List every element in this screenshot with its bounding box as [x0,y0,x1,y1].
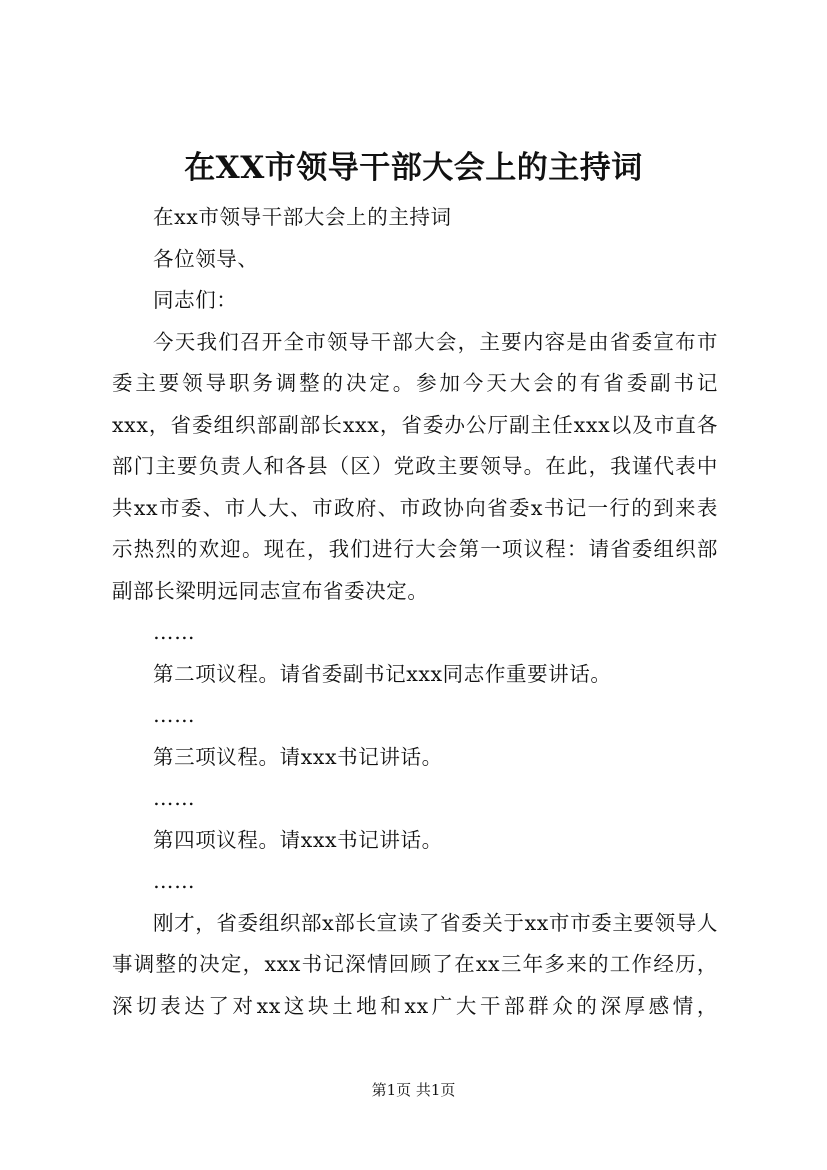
document-body [112,197,718,1027]
paragraph-closing: 刚才，省委组织部x部长宣读了省委关于xx市市委主要领导人事调整的决定，xxx书记深情回顾了在xx三年多来的工作经历，深切表达了对xx这块土地和xx广大干部群众的深厚感情， [112,910,718,1018]
paragraph-salutation-leaders: 各位领导、 [153,246,259,271]
paragraph-subtitle: 在xx市领导干部大会上的主持词 [153,205,452,229]
page-footer: 第1页 共1页 [371,1081,456,1099]
paragraph-agenda-2: 第二项议程。请省委副书记xxx同志作重要讲话。 [153,661,612,686]
paragraph-opening: 今天我们召开全市领导干部大会，主要内容是由省委宣布市委主要领导职务调整的决定。参加今天大会的有省委副书记xxx，省委组织部副部长xxx，省委办公厅副主任xxx以及市直各部门主要负责人和各县（区）党政主要领导。在此，我谨代表中共xx市委、市人大、市政府、市政协向省委x书记一行的到来表示热烈的欢迎。现在，我们进行大会第一项议程：请省委组织部副部长梁明远同志宣布省委决定。 [112,329,718,603]
paragraph-ellipsis-4: …… [153,869,196,893]
paragraph-ellipsis-2: …… [153,703,196,727]
paragraph-agenda-4: 第四项议程。请xxx书记讲话。 [153,827,443,852]
paragraph-ellipsis-1: …… [153,620,196,644]
paragraph-salutation-comrades: 同志们： [153,288,238,312]
paragraph-ellipsis-3: …… [153,786,196,810]
paragraph-agenda-3: 第三项议程。请xxx书记讲话。 [153,744,443,769]
document-title: 在XX市领导干部大会上的主持词 [184,150,643,186]
